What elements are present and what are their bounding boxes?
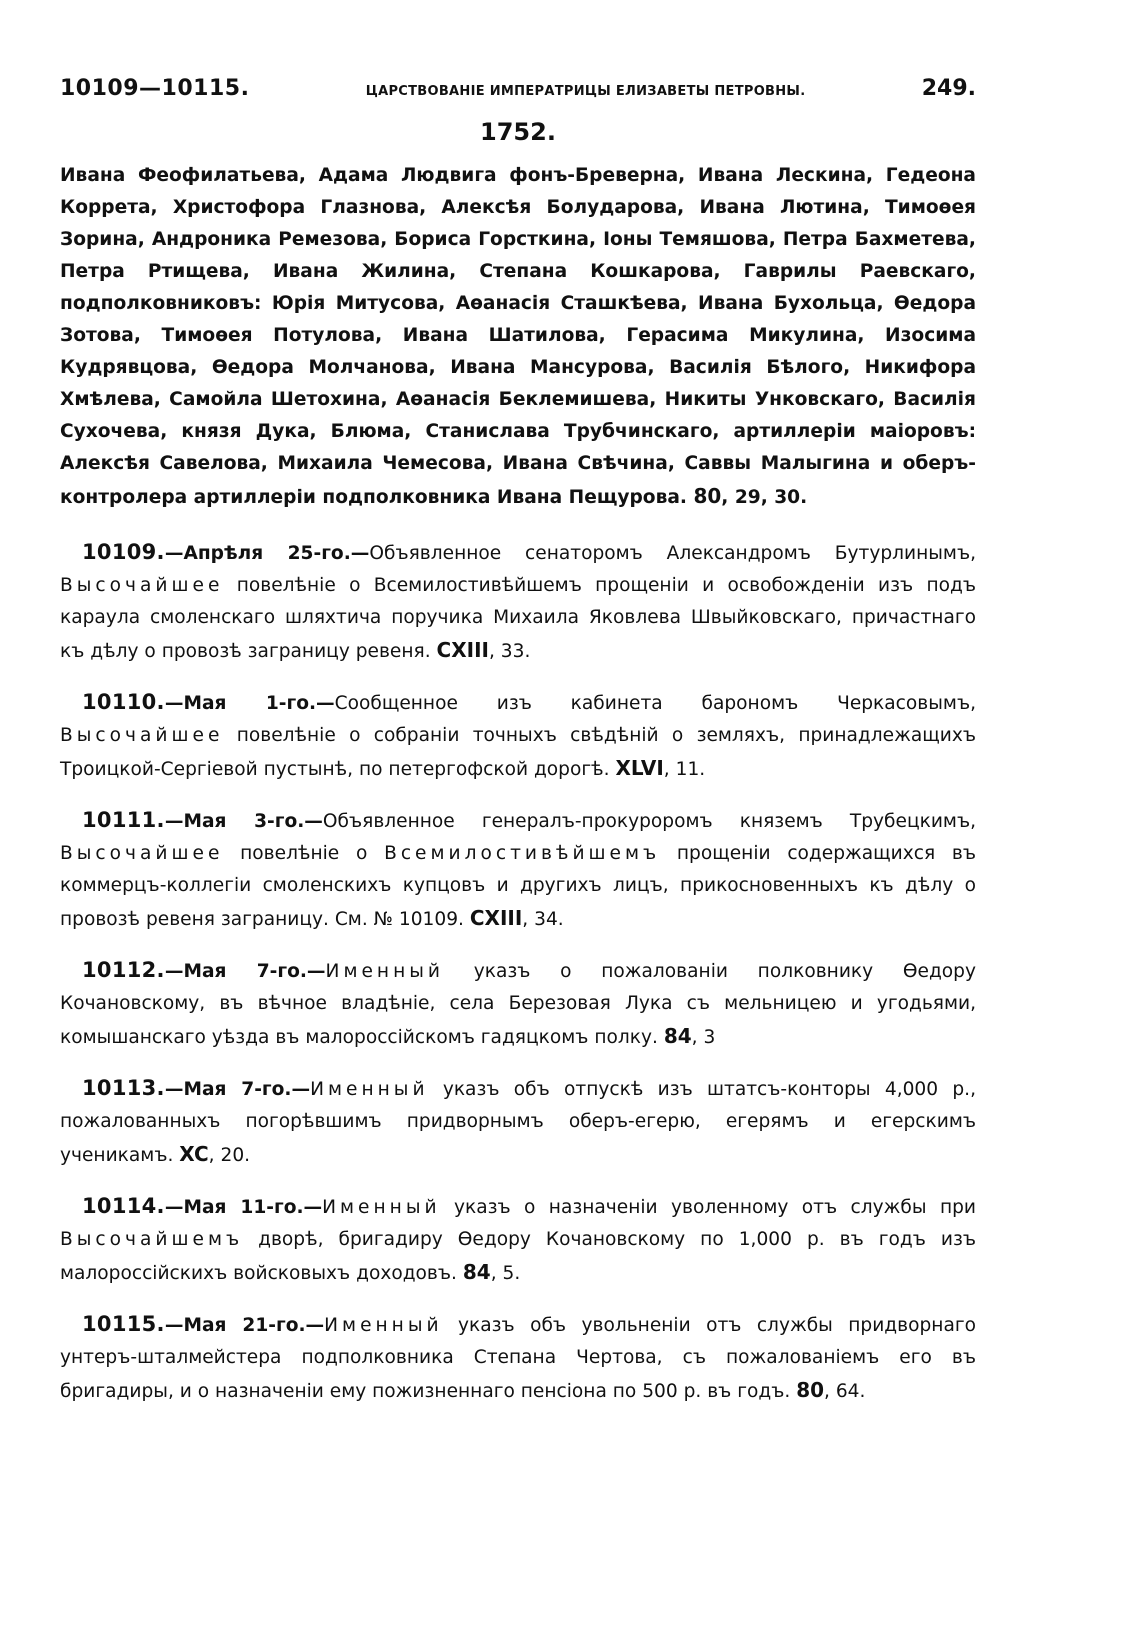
entry-text: указъ объ отпускѣ изъ штатсъ-конторы 4,000 р., пожалованныхъ погорѣвшимъ придворнымъ оберъ-егерю, егерямъ и егерскимъ ученикамъ. <box>60 1079 976 1166</box>
entry-text: дворѣ, бригадиру Ѳедору Кочановскому по 1,000 р. въ годъ изъ малороссійскихъ войсковыхъ доходовъ. <box>60 1229 976 1284</box>
entry-text: Объявленное генералъ-прокуроромъ княземъ Трубецкимъ, <box>322 811 977 832</box>
entry-range: 10109—10115. <box>60 76 250 101</box>
entry-text: указъ о назначеніи уволенному отъ службы при <box>440 1197 976 1218</box>
spaced-word: Высочайшемъ <box>60 1229 244 1250</box>
entry-date: —Мая 7-го.— <box>164 961 326 982</box>
decree-entry-10112 <box>60 954 976 1054</box>
running-title: ЦАРСТВОВАНІЕ ИМПЕРАТРИЦЫ ЕЛИЗАВЕТЫ ПЕТРОВНЫ. <box>365 84 806 99</box>
entry-text: прощеніи содержащихся въ коммерцъ-коллегіи смоленскихъ купцовъ и другихъ лицъ, прикосновенныхъ къ дѣлу о провозѣ ревеня заграницу. См. № 10109. <box>60 843 976 930</box>
document-page <box>60 76 976 1408</box>
reference-volume: XC <box>179 1142 209 1166</box>
reference-pages: , 20. <box>208 1145 251 1166</box>
reference-volume: CXIII <box>436 638 489 662</box>
spaced-word: Именный <box>325 961 444 982</box>
reference-volume: 80 <box>796 1378 825 1402</box>
entry-text: повелѣніе о собраніи точныхъ свѣдѣній о земляхъ, принадлежащихъ Троицкой-Сергіевой пустынѣ, по петергофской дорогѣ. <box>60 725 976 780</box>
decree-entry-10115 <box>60 1308 976 1408</box>
decree-entry-10113 <box>60 1072 976 1172</box>
continued-entry-text <box>60 160 976 514</box>
entry-text: указъ объ увольненіи отъ службы придворнаго унтеръ-шталмейстера подполковника Степана Чертова, съ пожалованіемъ его въ бригадиры, и о назначеніи ему пожизненнаго пенсіона по 500 р. въ годъ. <box>60 1315 976 1402</box>
reference-pages: , 64. <box>824 1381 866 1402</box>
spaced-word: Именный <box>310 1079 429 1100</box>
entry-text: повелѣніе о Всемилостивѣйшемъ прощеніи и освобожденіи изъ подъ караула смоленскаго шляхтича поручика Михаила Яковлева Швыйковскаго, причастнаго къ дѣлу о провозѣ заграницу ревеня. <box>60 575 976 662</box>
entry-date: —Мая 1-го.— <box>164 693 335 714</box>
continued-text: Ивана Феофилатьева, Адама Людвига фонъ-Бреверна, Ивана Лескина, Гедеона Коррета, Христофора Глазнова, Алексѣя Болударова, Ивана Лютина, Тимоѳея Зорина, Андроника Ремезова, Бориса Горсткина, Іоны Темяшова, Петра Бахметева, Петра Ртищева, Ивана Жилина, Степана Кошкарова, Гаврилы Раевскаго, подполковниковъ: Юрія Митусова, Аѳанасія Сташкѣева, Ивана Бухольца, Ѳедора Зотова, Тимоѳея Потулова, Ивана Шатилова, Герасима Микулина, Изосима Кудрявцова, Ѳедора Молчанова, Ивана Мансурова, Василія Бѣлого, Никифора Хмѣлева, Самойла Шетохина, Аѳанасія Беклемишева, Никиты Унковскаго, Василія Сухочева, князя Дука, Блюма, Станислава Трубчинскаго, артиллеріи маіоровъ: Алексѣя Савелова, Михаила Чемесова, Ивана Свѣчина, Саввы Малыгина и оберъ-контролера артиллеріи подполковника Ивана Пещурова. <box>60 165 976 508</box>
spaced-word: Высочайшее <box>60 843 224 864</box>
decree-entry-10109 <box>60 536 976 668</box>
spaced-word: Именный <box>324 1315 443 1336</box>
spaced-word: Высочайшее <box>60 575 224 596</box>
year-heading: 1752. <box>480 118 556 146</box>
reference-pages: , 29, 30. <box>721 487 808 508</box>
spaced-word: Именный <box>322 1197 441 1218</box>
reference-volume: 84 <box>462 1260 491 1284</box>
reference-pages: , 11. <box>663 759 706 780</box>
entry-number: 10109. <box>82 540 165 564</box>
entry-text: Объявленное сенаторомъ Александромъ Бутурлинымъ, <box>369 543 977 564</box>
reference-volume: CXIII <box>469 906 523 930</box>
entry-number: 10114. <box>82 1194 165 1218</box>
entry-number: 10111. <box>82 808 165 832</box>
entry-date: —Мая 21-го.— <box>164 1315 325 1336</box>
entry-number: 10113. <box>82 1076 165 1100</box>
page-number: 249. <box>921 76 976 101</box>
reference-pages: , 33. <box>488 641 531 662</box>
entry-text: Сообщенное изъ кабинета барономъ Черкасовымъ, <box>334 693 976 714</box>
reference-pages: , 5. <box>490 1263 521 1284</box>
running-head <box>60 76 976 110</box>
decree-entry-10110 <box>60 686 976 786</box>
reference-pages: , 34. <box>522 909 564 930</box>
reference-pages: , 3 <box>691 1027 716 1048</box>
reference-volume: 84 <box>663 1024 692 1048</box>
reference-volume: XLVI <box>615 756 664 780</box>
entry-date: —Мая 7-го.— <box>164 1079 311 1100</box>
entry-date: —Мая 3-го.— <box>164 811 323 832</box>
entry-text: повелѣніе о <box>223 843 385 864</box>
entry-number: 10112. <box>82 958 165 982</box>
decree-entry-10111 <box>60 804 976 936</box>
reference-volume: 80 <box>693 484 722 508</box>
decree-entry-10114 <box>60 1190 976 1290</box>
entry-text: указъ о пожалованіи полковнику Ѳедору Кочановскому, въ вѣчное владѣніе, села Березовая Лука съ мельницею и угодьями, комышанскаго уѣзда въ малороссійскомъ гадяцкомъ полку. <box>60 961 976 1048</box>
entry-number: 10110. <box>82 690 165 714</box>
entry-date: —Апрѣля 25-го.— <box>164 543 370 564</box>
entry-number: 10115. <box>82 1312 165 1336</box>
spaced-word: Всемилостивѣйшемъ <box>384 843 661 864</box>
spaced-word: Высочайшее <box>60 725 224 746</box>
entry-date: —Мая 11-го.— <box>164 1197 323 1218</box>
